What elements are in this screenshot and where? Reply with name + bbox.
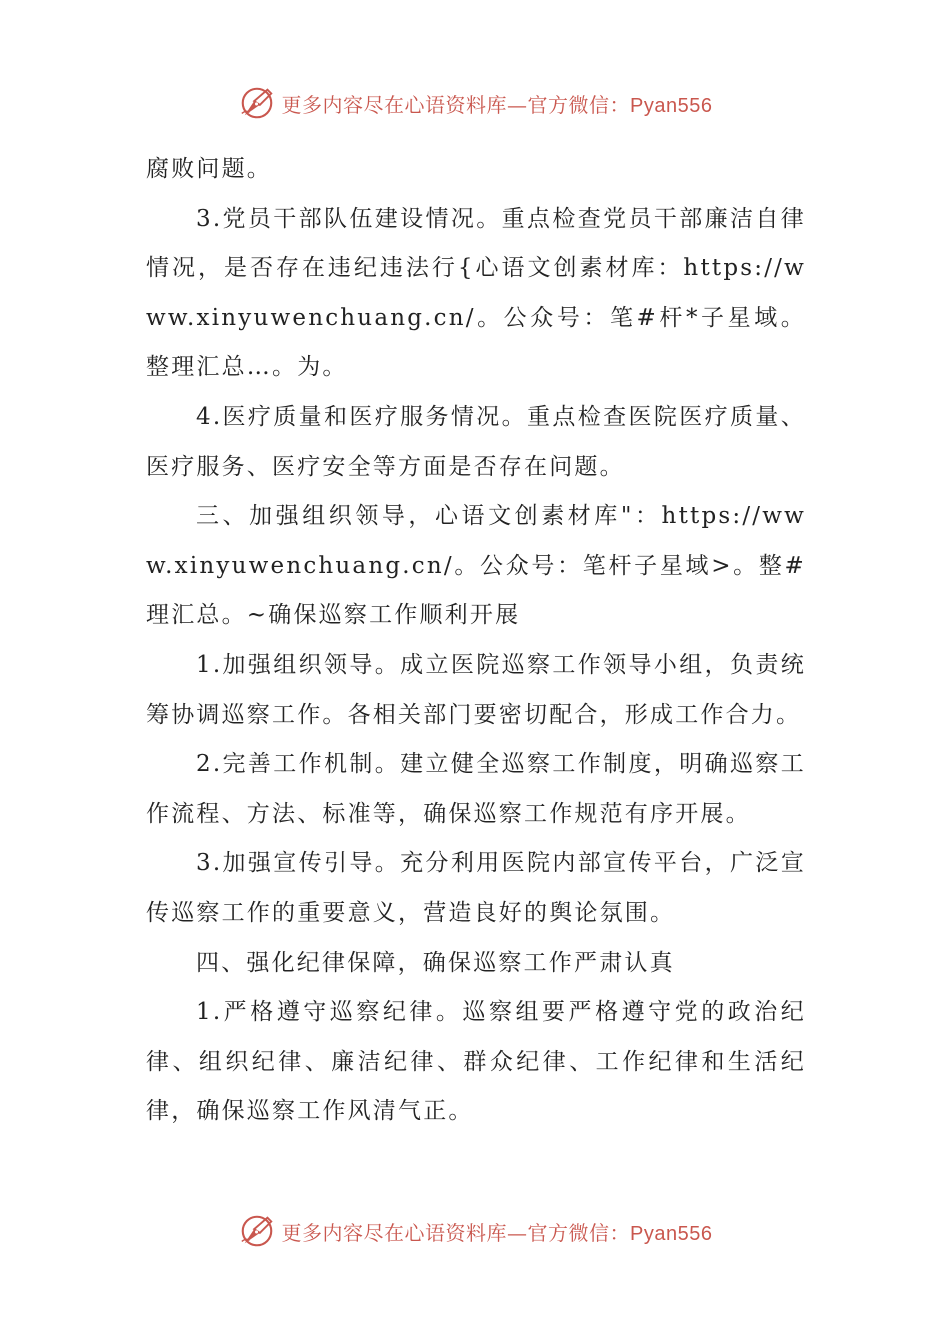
banner-contact: Pyan556	[630, 1222, 713, 1245]
document-body	[146, 145, 806, 1137]
banner-group	[238, 1212, 713, 1250]
banner-text	[282, 1217, 713, 1246]
pen-nib-circle-icon	[238, 1212, 276, 1250]
paragraph-item-3: 3.党员干部队伍建设情况。重点检查党员干部廉洁自律情况，是否存在违纪违法行{心语文创素材库：https://www.xinyuwenchuang.cn/。公众号：笔#杆*子星域。整理汇总…。为。	[146, 205, 806, 381]
footer-banner	[0, 1208, 950, 1254]
paragraph-item-1: 1.加强组织领导。成立医院巡察工作领导小组，负责统筹协调巡察工作。各相关部门要密切配合，形成工作合力。	[146, 651, 806, 728]
section-heading-3: 三、加强组织领导，心语文创素材库"：https://www.xinyuwenchuang.cn/。公众号：笔杆子星域>。整#理汇总。~确保巡察工作顺利开展	[146, 503, 806, 629]
paragraph-item-3b: 3.加强宣传引导。充分利用医院内部宣传平台，广泛宣传巡察工作的重要意义，营造良好的舆论氛围。	[146, 850, 806, 926]
banner-label: 更多内容尽在心语资料库—官方微信：	[281, 92, 631, 117]
paragraph-item-2: 2.完善工作机制。建立健全巡察工作制度，明确巡察工作流程、方法、标准等，确保巡察工作规范有序开展。	[146, 751, 806, 827]
paragraph-item-4: 4.医疗质量和医疗服务情况。重点检查医院医疗质量、医疗服务、医疗安全等方面是否存在问题。	[146, 403, 806, 480]
paragraph-item-1b: 1.严格遵守巡察纪律。巡察组要严格遵守党的政治纪律、组织纪律、廉洁纪律、群众纪律、工作纪律和生活纪律，确保巡察工作风清气正。	[146, 999, 806, 1125]
banner-contact: Pyan556	[630, 94, 713, 117]
banner-label: 更多内容尽在心语资料库—官方微信：	[281, 1220, 631, 1245]
banner-group	[238, 84, 713, 122]
section-heading-4: 四、强化纪律保障，确保巡察工作严肃认真	[196, 949, 675, 976]
header-banner	[0, 80, 950, 126]
banner-text	[282, 89, 713, 118]
pen-nib-circle-icon	[238, 84, 276, 122]
paragraph-continuation: 腐败问题。	[146, 156, 272, 182]
